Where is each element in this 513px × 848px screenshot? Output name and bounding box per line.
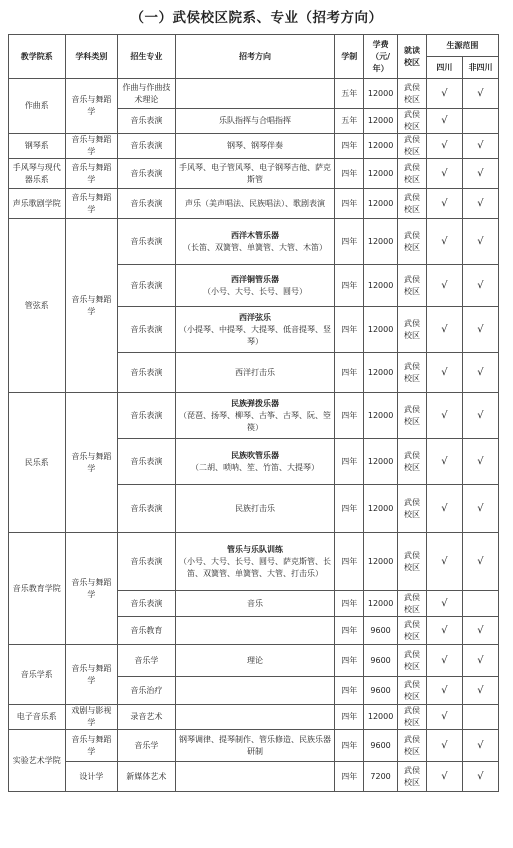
direction-subheading: 西洋弦乐: [239, 312, 272, 322]
fee-cell: 7200: [364, 762, 398, 792]
category-cell: 音乐与舞蹈学: [65, 533, 118, 645]
direction-cell: [175, 109, 335, 134]
campus-cell: 武侯校区: [398, 353, 427, 393]
fee-cell: 12000: [364, 79, 398, 109]
campus-cell: 武侯校区: [398, 79, 427, 109]
fee-cell: 12000: [364, 307, 398, 353]
category-cell: 音乐与舞蹈学: [65, 79, 118, 134]
dept-cell: 民乐系: [9, 393, 66, 533]
direction-text: （二胡、唢呐、笙、竹笛、大提琴）: [191, 462, 320, 472]
dept-cell: 作曲系: [9, 79, 66, 134]
fee-cell: 12000: [364, 109, 398, 134]
years-cell: 四年: [335, 439, 364, 485]
direction-subheading: 西洋铜管乐器: [231, 274, 280, 284]
sichuan-check-icon: √: [426, 485, 462, 533]
direction-text: 西洋打击乐: [235, 367, 276, 377]
category-cell: 音乐与舞蹈学: [65, 189, 118, 219]
years-cell: 四年: [335, 219, 364, 265]
sichuan-check-icon: √: [426, 591, 462, 617]
dept-cell: 手风琴与现代器乐系: [9, 159, 66, 189]
non-sichuan-check-icon: √: [462, 533, 498, 591]
sichuan-check-icon: √: [426, 645, 462, 677]
direction-text: （小号、大号、长号、圆号、萨克斯管、长笛、双簧管、单簧管、大管、打击乐）: [179, 556, 332, 578]
direction-subheading: 管乐与乐队训练: [227, 544, 284, 554]
campus-cell: 武侯校区: [398, 159, 427, 189]
campus-cell: 武侯校区: [398, 617, 427, 645]
years-cell: 五年: [335, 109, 364, 134]
non-sichuan-check-icon: √: [462, 617, 498, 645]
fee-cell: 12000: [364, 189, 398, 219]
years-cell: 四年: [335, 762, 364, 792]
category-cell: 音乐与舞蹈学: [65, 219, 118, 393]
table-row: [9, 533, 499, 591]
direction-subheading: 西洋木管乐器: [231, 230, 280, 240]
fee-cell: 12000: [364, 134, 398, 159]
years-cell: 四年: [335, 159, 364, 189]
fee-cell: 12000: [364, 219, 398, 265]
campus-cell: 武侯校区: [398, 677, 427, 705]
campus-cell: 武侯校区: [398, 705, 427, 730]
direction-cell: [175, 533, 335, 591]
major-cell: 录音艺术: [118, 705, 176, 730]
table-row: [9, 393, 499, 439]
fee-cell: 9600: [364, 730, 398, 762]
table-row: [9, 762, 499, 792]
non-sichuan-check-icon: √: [462, 393, 498, 439]
fee-cell: 9600: [364, 645, 398, 677]
dept-cell: 实验艺术学院: [9, 730, 66, 792]
direction-text: （小号、大号、长号、圆号）: [203, 286, 308, 296]
non-sichuan-check-icon: √: [462, 79, 498, 109]
direction-cell: [175, 439, 335, 485]
direction-cell: [175, 189, 335, 219]
campus-cell: 武侯校区: [398, 591, 427, 617]
direction-cell: [175, 591, 335, 617]
major-cell: 音乐表演: [118, 439, 176, 485]
major-cell: 音乐表演: [118, 134, 176, 159]
direction-cell: [175, 617, 335, 645]
direction-text: 民族打击乐: [235, 503, 276, 513]
major-cell: 音乐表演: [118, 159, 176, 189]
header-dept: 教学院系: [9, 35, 66, 79]
major-cell: 作曲与作曲技术理论: [118, 79, 176, 109]
major-cell: 音乐表演: [118, 189, 176, 219]
sichuan-check-icon: √: [426, 677, 462, 705]
campus-cell: 武侯校区: [398, 762, 427, 792]
campus-cell: 武侯校区: [398, 730, 427, 762]
category-cell: 戏剧与影视学: [65, 705, 118, 730]
direction-text: 钢琴、钢琴伴奏: [227, 141, 284, 150]
page-title: （一）武侯校区院系、专业（招考方向）: [130, 10, 383, 26]
sichuan-check-icon: √: [426, 353, 462, 393]
campus-cell: 武侯校区: [398, 645, 427, 677]
direction-cell: [175, 134, 335, 159]
direction-cell: [175, 79, 335, 109]
sichuan-check-icon: √: [426, 265, 462, 307]
fee-cell: 12000: [364, 439, 398, 485]
years-cell: 四年: [335, 189, 364, 219]
sichuan-check-icon: √: [426, 617, 462, 645]
dept-cell: 音乐教育学院: [9, 533, 66, 645]
campus-cell: 武侯校区: [398, 109, 427, 134]
fee-cell: 12000: [364, 393, 398, 439]
major-cell: 音乐表演: [118, 109, 176, 134]
direction-cell: [175, 762, 335, 792]
table-row: [9, 730, 499, 762]
non-sichuan-check-icon: √: [462, 265, 498, 307]
sichuan-check-icon: √: [426, 219, 462, 265]
table-row: [9, 79, 499, 109]
years-cell: 五年: [335, 79, 364, 109]
non-sichuan-check-icon: √: [462, 645, 498, 677]
direction-subheading: 民族弹拨乐器: [231, 398, 280, 408]
fee-cell: 12000: [364, 485, 398, 533]
non-sichuan-check-icon: √: [462, 307, 498, 353]
table-body: [9, 79, 499, 792]
campus-cell: 武侯校区: [398, 189, 427, 219]
category-cell: 音乐与舞蹈学: [65, 730, 118, 762]
campus-cell: 武侯校区: [398, 307, 427, 353]
dept-cell: 音乐学系: [9, 645, 66, 705]
header-non-sichuan: 非四川: [462, 57, 498, 79]
years-cell: 四年: [335, 617, 364, 645]
years-cell: 四年: [335, 485, 364, 533]
campus-cell: 武侯校区: [398, 265, 427, 307]
fee-cell: 12000: [364, 591, 398, 617]
non-sichuan-check-icon: √: [462, 439, 498, 485]
dept-cell: 声乐歌剧学院: [9, 189, 66, 219]
sichuan-check-icon: √: [426, 393, 462, 439]
table-row: [9, 134, 499, 159]
direction-text: （琵琶、扬琴、柳琴、古筝、古琴、阮、箜篌）: [179, 410, 332, 432]
years-cell: 四年: [335, 307, 364, 353]
sichuan-check-icon: √: [426, 533, 462, 591]
major-cell: 音乐表演: [118, 265, 176, 307]
header-source: 生源范围: [426, 35, 498, 57]
non-sichuan-check-icon: [462, 591, 498, 617]
dept-cell: 钢琴系: [9, 134, 66, 159]
table-row: [9, 189, 499, 219]
non-sichuan-check-icon: √: [462, 485, 498, 533]
non-sichuan-check-icon: [462, 109, 498, 134]
header-direction: 招考方向: [175, 35, 335, 79]
header-major: 招生专业: [118, 35, 176, 79]
campus-cell: 武侯校区: [398, 485, 427, 533]
direction-text: 音乐: [247, 598, 264, 608]
years-cell: 四年: [335, 591, 364, 617]
header-sichuan: 四川: [426, 57, 462, 79]
sichuan-check-icon: √: [426, 109, 462, 134]
header-category: 学科类别: [65, 35, 118, 79]
direction-cell: [175, 677, 335, 705]
category-cell: 音乐与舞蹈学: [65, 393, 118, 533]
campus-cell: 武侯校区: [398, 533, 427, 591]
major-cell: 音乐表演: [118, 591, 176, 617]
table-row: [9, 219, 499, 265]
major-cell: 音乐表演: [118, 533, 176, 591]
direction-cell: [175, 705, 335, 730]
header-fee: 学费（元/年）: [364, 35, 398, 79]
years-cell: 四年: [335, 677, 364, 705]
major-cell: 音乐表演: [118, 353, 176, 393]
category-cell: 音乐与舞蹈学: [65, 159, 118, 189]
direction-text: 声乐（美声唱法、民族唱法）、歌剧表演: [185, 198, 326, 208]
non-sichuan-check-icon: √: [462, 189, 498, 219]
direction-cell: [175, 219, 335, 265]
direction-cell: [175, 645, 335, 677]
fee-cell: 9600: [364, 677, 398, 705]
campus-cell: 武侯校区: [398, 393, 427, 439]
table-row: [9, 159, 499, 189]
major-cell: 音乐治疗: [118, 677, 176, 705]
campus-cell: 武侯校区: [398, 219, 427, 265]
direction-cell: [175, 159, 335, 189]
direction-cell: [175, 353, 335, 393]
major-cell: 音乐教育: [118, 617, 176, 645]
years-cell: 四年: [335, 730, 364, 762]
direction-text: 钢琴调律、提琴制作、管乐修造、民族乐器研制: [179, 734, 332, 756]
non-sichuan-check-icon: √: [462, 134, 498, 159]
years-cell: 四年: [335, 393, 364, 439]
sichuan-check-icon: √: [426, 439, 462, 485]
direction-cell: [175, 485, 335, 533]
direction-cell: [175, 307, 335, 353]
direction-cell: [175, 730, 335, 762]
sichuan-check-icon: √: [426, 705, 462, 730]
category-cell: 音乐与舞蹈学: [65, 134, 118, 159]
years-cell: 四年: [335, 705, 364, 730]
direction-text: （小提琴、中提琴、大提琴、低音提琴、竖琴）: [179, 324, 332, 346]
sichuan-check-icon: √: [426, 307, 462, 353]
years-cell: 四年: [335, 134, 364, 159]
non-sichuan-check-icon: √: [462, 219, 498, 265]
sichuan-check-icon: √: [426, 79, 462, 109]
non-sichuan-check-icon: √: [462, 159, 498, 189]
table-row: [9, 705, 499, 730]
dept-cell: 管弦系: [9, 219, 66, 393]
major-cell: 音乐学: [118, 730, 176, 762]
header-campus: 就读校区: [398, 35, 427, 79]
non-sichuan-check-icon: √: [462, 353, 498, 393]
non-sichuan-check-icon: √: [462, 677, 498, 705]
years-cell: 四年: [335, 645, 364, 677]
non-sichuan-check-icon: [462, 705, 498, 730]
sichuan-check-icon: √: [426, 159, 462, 189]
years-cell: 四年: [335, 265, 364, 307]
major-cell: 音乐表演: [118, 485, 176, 533]
direction-cell: [175, 393, 335, 439]
years-cell: 四年: [335, 533, 364, 591]
direction-cell: [175, 265, 335, 307]
fee-cell: 12000: [364, 705, 398, 730]
fee-cell: 12000: [364, 265, 398, 307]
category-cell: 音乐与舞蹈学: [65, 645, 118, 705]
sichuan-check-icon: √: [426, 730, 462, 762]
major-cell: 音乐表演: [118, 219, 176, 265]
sichuan-check-icon: √: [426, 134, 462, 159]
direction-text: （长笛、双簧管、单簧管、大管、木笛）: [183, 242, 328, 252]
sichuan-check-icon: √: [426, 762, 462, 792]
major-cell: 新媒体艺术: [118, 762, 176, 792]
years-cell: 四年: [335, 353, 364, 393]
fee-cell: 12000: [364, 159, 398, 189]
non-sichuan-check-icon: √: [462, 730, 498, 762]
sichuan-check-icon: √: [426, 189, 462, 219]
admissions-table: [8, 34, 499, 792]
fee-cell: 12000: [364, 353, 398, 393]
category-cell: 设计学: [65, 762, 118, 792]
non-sichuan-check-icon: √: [462, 762, 498, 792]
major-cell: 音乐学: [118, 645, 176, 677]
fee-cell: 12000: [364, 533, 398, 591]
direction-text: 理论: [247, 655, 264, 665]
direction-subheading: 民族吹管乐器: [231, 450, 280, 460]
table-row: [9, 645, 499, 677]
dept-cell: 电子音乐系: [9, 705, 66, 730]
major-cell: 音乐表演: [118, 307, 176, 353]
direction-text: 乐队指挥与合唱指挥: [219, 116, 292, 125]
campus-cell: 武侯校区: [398, 439, 427, 485]
direction-text: 手风琴、电子管风琴、电子钢琴吉他、萨克斯管: [179, 162, 332, 184]
major-cell: 音乐表演: [118, 393, 176, 439]
campus-cell: 武侯校区: [398, 134, 427, 159]
fee-cell: 9600: [364, 617, 398, 645]
header-years: 学制: [335, 35, 364, 79]
